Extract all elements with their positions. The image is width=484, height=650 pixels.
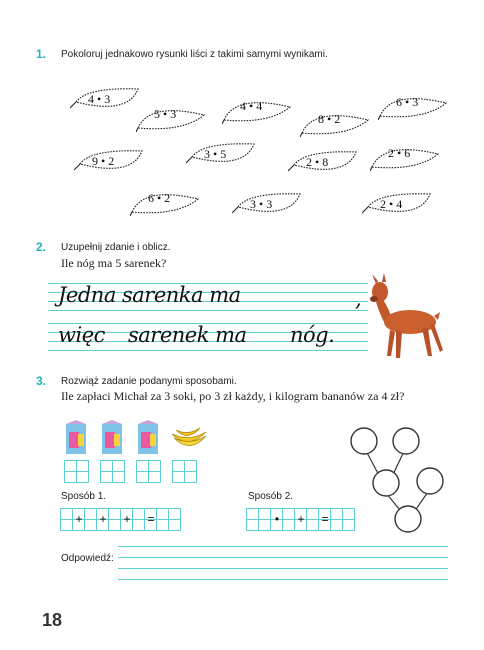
method1-label: Sposób 1.: [61, 491, 107, 502]
operator-symbol: +: [75, 512, 83, 526]
task2-question: Ile nóg ma 5 sarenek?: [61, 256, 167, 270]
leaf-expression: 5 • 3: [154, 107, 177, 121]
juice-box-icon: [136, 420, 162, 456]
operator-symbol: =: [147, 512, 155, 526]
leaf-expression: 4 • 4: [240, 99, 263, 113]
answer-cell[interactable]: [148, 471, 161, 483]
leaf-expression: 6 • 2: [148, 191, 171, 205]
answer-cell[interactable]: [184, 471, 197, 483]
handwriting-comma: ,: [355, 287, 362, 311]
leaf-expression: 2 • 6: [388, 146, 411, 160]
answer-label: Odpowiedź:: [61, 553, 114, 564]
operator-symbol: +: [297, 512, 305, 526]
tree-diagram-icon: [342, 425, 452, 537]
task3-instruction: Rozwiąż zadanie podanymi sposobami.: [61, 376, 237, 387]
task1-instruction: Pokoloruj jednakowo rysunki liści z takimi samymi wynikami.: [61, 49, 328, 60]
operator-symbol: =: [321, 512, 329, 526]
juice-box-icon: [100, 420, 126, 456]
leaf-expression: 2 • 8: [306, 155, 329, 169]
leaf-expression: 2 • 4: [380, 197, 403, 211]
writing-line: [48, 350, 368, 351]
page-number: 18: [42, 610, 63, 630]
leaf-expression: 8 • 2: [318, 112, 341, 126]
handwriting-line2-a: więc: [58, 323, 105, 347]
leaf-expression: 9 • 2: [92, 154, 115, 168]
leaf-expression: 3 • 3: [250, 197, 273, 211]
answer-line: [118, 579, 448, 580]
banana-icon: [170, 426, 208, 452]
answer-line: [118, 546, 448, 547]
deer-icon: [362, 272, 444, 364]
task3-number: 3.: [36, 374, 47, 388]
handwriting-line2-b: sarenek ma: [128, 323, 247, 347]
answer-line: [118, 557, 448, 558]
task1-number: 1.: [36, 47, 47, 61]
task2-number: 2.: [36, 240, 47, 254]
method-cell[interactable]: [342, 519, 355, 531]
operator-symbol: +: [123, 512, 131, 526]
answer-cell[interactable]: [112, 471, 125, 483]
answer-cell[interactable]: [76, 471, 89, 483]
task3-question: Ile zapłaci Michał za 3 soki, po 3 zł każdy, i kilogram bananów za 4 zł?: [61, 389, 405, 403]
method2-label: Sposób 2.: [248, 491, 294, 502]
method-cell[interactable]: [168, 519, 181, 531]
task2-instruction: Uzupełnij zdanie i oblicz.: [61, 242, 171, 253]
operator-symbol: +: [99, 512, 107, 526]
leaf-expression: 3 • 5: [204, 147, 227, 161]
leaf-expression: 4 • 3: [88, 92, 111, 106]
leaf-expression: 6 • 3: [396, 95, 419, 109]
juice-box-icon: [64, 420, 90, 456]
handwriting-line2-c: nóg.: [290, 323, 335, 347]
writing-line: [48, 310, 368, 311]
handwriting-line1: Jedna sarenka ma: [58, 283, 241, 307]
operator-symbol: •: [274, 512, 280, 526]
answer-line: [118, 568, 448, 569]
